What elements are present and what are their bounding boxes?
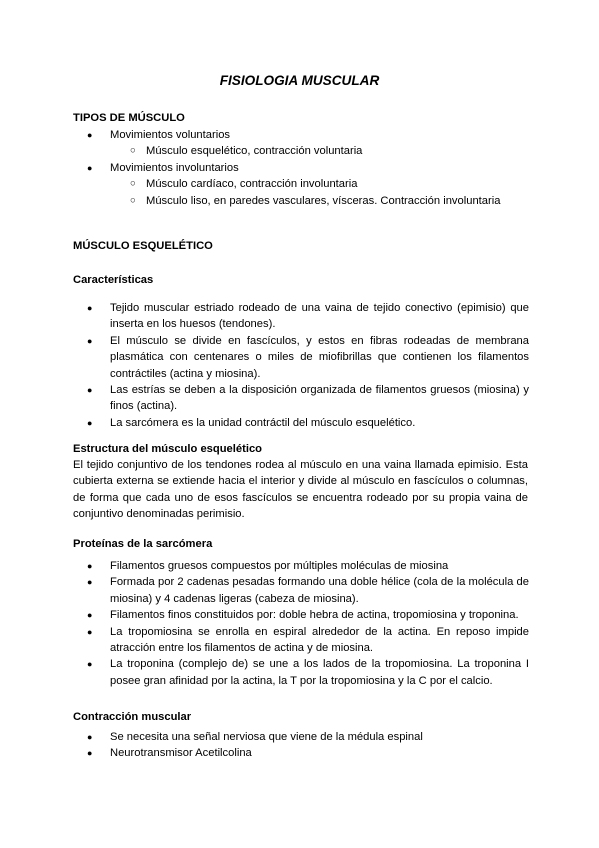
section-heading-tipos: TIPOS DE MÚSCULO <box>73 112 185 124</box>
subheading-proteinas: Proteínas de la sarcómera <box>73 538 213 550</box>
section-heading-esqueletico: MÚSCULO ESQUELÉTICO <box>73 240 213 252</box>
list-item: ● El músculo se divide en fascículos, y estos en fibras rodeadas de membrana plasmática con centenares o miles de miofibrillas que contienen los filamentos contráctiles (actina y miosina). <box>73 333 529 382</box>
sublist <box>110 176 529 209</box>
sublist-item: ○ Músculo esquelético, contracción voluntaria <box>110 143 529 159</box>
list-item: ● La sarcómera es la unidad contráctil del músculo esquelético. <box>73 415 529 431</box>
sublist <box>110 143 529 159</box>
list-item-text: Movimientos voluntarios <box>110 129 231 141</box>
proteinas-list <box>73 558 529 689</box>
contraccion-list <box>73 729 529 762</box>
sublist-item: ○ Músculo cardíaco, contracción involuntaria <box>110 176 529 192</box>
list-item <box>73 127 529 160</box>
list-item: ● Se necesita una señal nerviosa que viene de la médula espinal <box>73 729 529 745</box>
list-item: ● Neurotransmisor Acetilcolina <box>73 745 529 761</box>
list-item: ● La troponina (complejo de) se une a los lados de la tropomiosina. La troponina I posee gran afinidad por la actina, la T por la tropomiosina y la C por el calcio. <box>73 656 529 689</box>
document-title: FISIOLOGIA MUSCULAR <box>219 73 380 88</box>
subheading-estructura: Estructura del músculo esquelético <box>73 443 262 455</box>
list-item: ● Las estrías se deben a la disposición organizada de filamentos gruesos (miosina) y finos (actina). <box>73 382 529 415</box>
list-item: ● Tejido muscular estriado rodeado de una vaina de tejido conectivo (epimisio) que inserta en los huesos (tendones). <box>73 300 529 333</box>
tipos-list <box>73 127 529 209</box>
estructura-paragraph: El tejido conjuntivo de los tendones rodea al músculo en una vaina llamada epimisio. Esta cubierta externa se extiende hacia el interior y divide al músculo en fascículos o columnas, de forma que cada uno de esos fascículos se encuentra rodeado por su propia vaina de conjuntivo denominadas perimisio. <box>73 459 528 521</box>
list-item <box>73 160 529 209</box>
subheading-contraccion: Contracción muscular <box>73 711 192 723</box>
sublist-item: ○ Músculo liso, en paredes vasculares, vísceras. Contracción involuntaria <box>110 193 529 209</box>
subheading-caracteristicas: Características <box>73 274 154 286</box>
list-item: ● Filamentos finos constituidos por: doble hebra de actina, tropomiosina y troponina. <box>73 607 529 623</box>
list-item: ● La tropomiosina se enrolla en espiral alrededor de la actina. En reposo impide atracción entre los filamentos de actina y de miosina. <box>73 624 529 657</box>
caracteristicas-list <box>73 300 529 431</box>
list-item: ● Formada por 2 cadenas pesadas formando una doble hélice (cola de la molécula de miosina) y 4 cadenas ligeras (cabeza de miosina). <box>73 574 529 607</box>
list-item: ● Filamentos gruesos compuestos por múltiples moléculas de miosina <box>73 558 529 574</box>
list-item-text: Movimientos involuntarios <box>110 161 239 174</box>
